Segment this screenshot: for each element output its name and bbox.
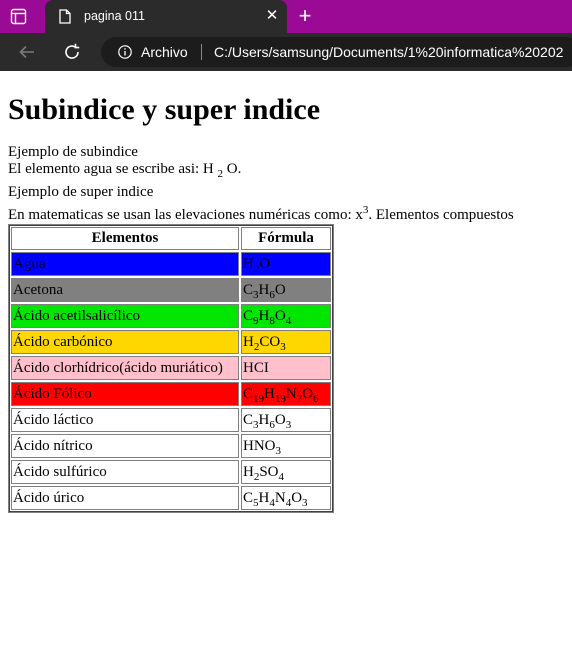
compound-formula-cell <box>241 434 331 458</box>
compound-formula-cell <box>241 486 331 510</box>
compound-name-cell: Ácido acetilsalicílico <box>11 304 239 328</box>
formula-subscript: 5 <box>253 496 259 509</box>
table-row <box>11 330 331 354</box>
refresh-icon[interactable] <box>62 42 82 62</box>
formula-subscript: 3 <box>302 496 308 509</box>
compound-formula-cell <box>241 356 331 380</box>
formula-symbol: C <box>243 489 254 506</box>
compound-formula-cell <box>241 408 331 432</box>
table-header-row <box>11 227 331 250</box>
formula-symbol: C <box>243 411 254 428</box>
address-label: Archivo <box>141 44 188 60</box>
formula-subscript: 4 <box>285 496 292 509</box>
formula-symbol: O <box>274 281 286 298</box>
formula-subscript: 3 <box>253 288 259 301</box>
formula-symbol: H <box>243 463 254 480</box>
tab-title: pagina 011 <box>84 9 145 23</box>
compound-name-cell: Agua <box>11 252 239 276</box>
address-bar[interactable] <box>101 37 572 67</box>
formula-subscript: 6 <box>313 392 319 405</box>
address-url[interactable]: C:/Users/samsung/Documents/1%20informatica%20202 <box>214 44 564 60</box>
formula-subscript: 6 <box>269 288 275 301</box>
compound-formula-cell <box>241 252 331 276</box>
compound-name-cell: Acetona <box>11 278 239 302</box>
formula-symbol: HCI <box>243 359 269 376</box>
table-row <box>11 408 331 432</box>
formula-symbol: N <box>285 385 297 402</box>
table-row <box>11 382 331 406</box>
formula-subscript: 19 <box>274 392 286 405</box>
formula-subscript: 9 <box>253 314 259 327</box>
formula-symbol: C <box>243 385 254 402</box>
formula-symbol: O <box>274 411 286 428</box>
address-divider <box>201 44 202 60</box>
table-row <box>11 252 331 276</box>
table-row <box>11 486 331 510</box>
formula-symbol: CO <box>259 333 281 350</box>
compound-formula-cell <box>241 304 331 328</box>
document-icon <box>59 9 71 24</box>
formula-subscript: 2 <box>253 470 260 483</box>
math-line <box>8 204 572 224</box>
formula-subscript: 6 <box>269 418 275 431</box>
header-elementos: Elementos <box>11 227 239 250</box>
compound-name-cell: Ácido sulfúrico <box>11 460 239 484</box>
table-body <box>11 252 331 510</box>
table-row <box>11 460 331 484</box>
formula-symbol: H <box>243 333 254 350</box>
math-prefix: En matematicas se usan las elevaciones numéricas como: x <box>8 207 363 223</box>
compound-name-cell: Ácido úrico <box>11 486 239 510</box>
formula-subscript: 3 <box>275 444 281 457</box>
formula-subscript: 4 <box>269 496 275 509</box>
water-prefix: El elemento agua se escribe asi: H <box>8 161 218 177</box>
formula-symbol: O <box>259 255 271 272</box>
formula-symbol: H <box>258 411 270 428</box>
page-content <box>8 71 572 513</box>
formula-subscript: 3 <box>285 418 292 431</box>
formula-symbol: O <box>274 307 286 324</box>
formula-symbol: HNO <box>243 437 276 454</box>
subscript-intro: Ejemplo de subindice <box>8 144 138 160</box>
back-arrow-icon[interactable] <box>17 42 37 62</box>
active-tab[interactable] <box>45 0 287 33</box>
compound-name-cell: Ácido nítrico <box>11 434 239 458</box>
tab-bar <box>0 0 572 33</box>
formula-symbol: SO <box>259 463 279 480</box>
compounds-table <box>8 224 334 513</box>
water-subscript: 2 <box>217 168 224 180</box>
formula-symbol: C <box>243 281 254 298</box>
tab-actions-icon[interactable] <box>10 8 27 25</box>
browser-toolbar <box>0 33 572 71</box>
compound-name-cell: Ácido láctico <box>11 408 239 432</box>
table-row <box>11 278 331 302</box>
compound-formula-cell <box>241 278 331 302</box>
table-row <box>11 304 331 328</box>
close-tab-icon[interactable]: ✕ <box>265 7 279 24</box>
math-superscript: 3 <box>362 204 369 216</box>
table-row <box>11 356 331 380</box>
formula-subscript: 19 <box>253 392 265 405</box>
new-tab-icon[interactable]: + <box>298 3 312 28</box>
formula-subscript: 7 <box>296 392 303 405</box>
header-formula: Fórmula <box>241 227 331 250</box>
formula-symbol: H <box>264 385 275 402</box>
compound-name-cell: Ácido carbónico <box>11 330 239 354</box>
formula-symbol: H <box>258 307 270 324</box>
water-suffix: O. <box>223 161 242 177</box>
formula-subscript: 2 <box>253 262 260 275</box>
superscript-intro: Ejemplo de super indice <box>8 184 154 200</box>
formula-subscript: 3 <box>253 418 259 431</box>
page-title: Subindice y super indice <box>8 93 321 126</box>
compound-formula-cell <box>241 382 331 406</box>
formula-subscript: 8 <box>269 314 275 327</box>
formula-symbol: H <box>258 489 270 506</box>
formula-symbol: O <box>302 385 314 402</box>
compound-formula-cell <box>241 330 331 354</box>
formula-symbol: N <box>274 489 286 506</box>
formula-subscript: 3 <box>280 340 286 353</box>
formula-subscript: 2 <box>253 340 260 353</box>
table-row <box>11 434 331 458</box>
formula-symbol: H <box>243 255 254 272</box>
formula-symbol: C <box>243 307 254 324</box>
compound-name-cell: Ácido clorhídrico(ácido muriático) <box>11 356 239 380</box>
formula-symbol: O <box>291 489 303 506</box>
formula-symbol: H <box>258 281 270 298</box>
math-suffix: . Elementos compuestos <box>368 207 514 223</box>
compound-name-cell: Ácido Fólico <box>11 382 239 406</box>
water-line <box>8 161 572 178</box>
compound-formula-cell <box>241 460 331 484</box>
info-icon[interactable] <box>118 45 132 59</box>
formula-subscript: 4 <box>285 314 292 327</box>
formula-subscript: 4 <box>278 470 285 483</box>
